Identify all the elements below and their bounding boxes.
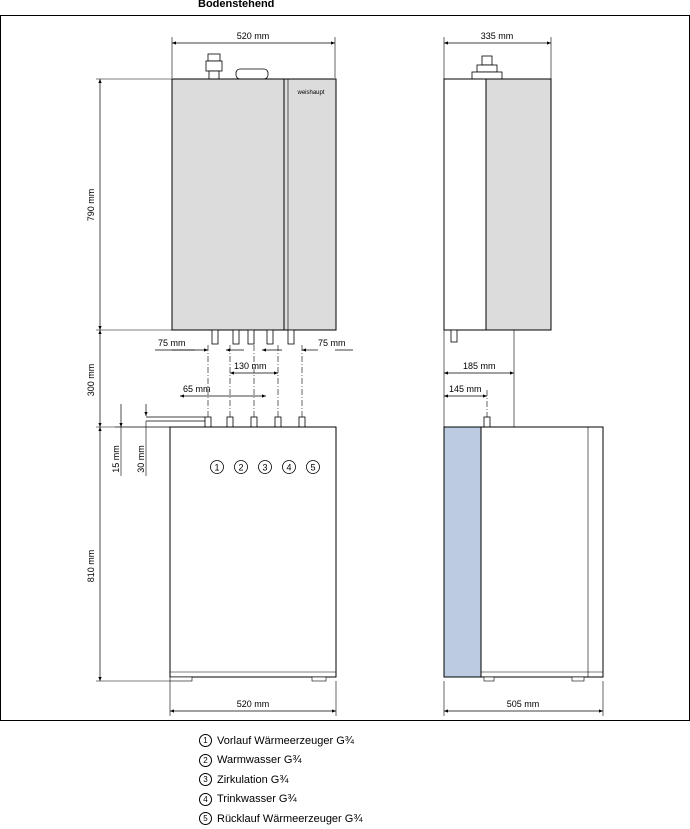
legend-number: 2 [199,754,212,767]
legend-item [199,770,363,790]
marker-2: 2 [238,462,244,473]
side-connection-185-label: 185 mm [463,361,496,371]
side-depth-bottom-dimension [444,681,603,716]
height-unit-dimension [86,79,172,330]
legend-item [199,731,363,751]
pipe-stubs [212,330,294,344]
pipe-offset-30-label: 30 mm [136,445,146,473]
marker-1: 1 [214,462,220,473]
connection-pipes [146,417,305,427]
brand-logo: weishaupt [297,90,325,96]
height-unit-label: 790 mm [86,188,96,222]
marker-5: 5 [310,462,316,473]
side-depth-top-label: 335 mm [480,31,514,41]
height-tank-label: 810 mm [86,549,96,583]
side-connection-185-dimension [444,330,514,427]
gap-height-label: 300 mm [86,363,96,397]
spacing-130-label: 130 mm [234,361,267,371]
height-tank-dimension [86,427,170,681]
diagram-title: Bodenstehend [198,0,275,10]
top-fittings [206,54,268,79]
connection-legend [199,731,363,829]
side-depth-bottom-label: 505 mm [506,699,540,709]
right-offset-label: 75 mm [318,338,346,348]
pipe-offset-15-label: 15 mm [111,445,121,473]
left-offset-label: 75 mm [158,338,186,348]
spacing-65-label: 65 mm [183,384,211,394]
legend-item [199,751,363,771]
side-top-fittings [472,56,502,79]
front-width-bottom-dimension [170,681,336,716]
legend-label: Trinkwasser G¾ [217,793,297,806]
side-connection-145-label: 145 mm [449,384,482,394]
front-width-top-label: 520 mm [236,31,270,41]
legend-number: 4 [199,793,212,806]
heat-generator-side [444,79,551,342]
pipe-offset-dimensions [111,404,172,476]
marker-3: 3 [262,462,268,473]
heat-generator-front [172,79,336,330]
legend-number: 5 [199,812,212,825]
legend-label: Rücklauf Wärmeerzeuger G¾ [217,812,363,825]
storage-tank-side [444,427,603,681]
legend-label: Warmwasser G¾ [217,754,302,767]
legend-number: 3 [199,773,212,786]
legend-label: Vorlauf Wärmeerzeuger G¾ [217,734,354,747]
marker-4: 4 [286,462,292,473]
spacing-65-dimension [180,384,266,396]
legend-number: 1 [199,734,212,747]
front-width-bottom-label: 520 mm [236,699,270,709]
legend-label: Zirkulation G¾ [217,773,289,786]
legend-item [199,790,363,810]
